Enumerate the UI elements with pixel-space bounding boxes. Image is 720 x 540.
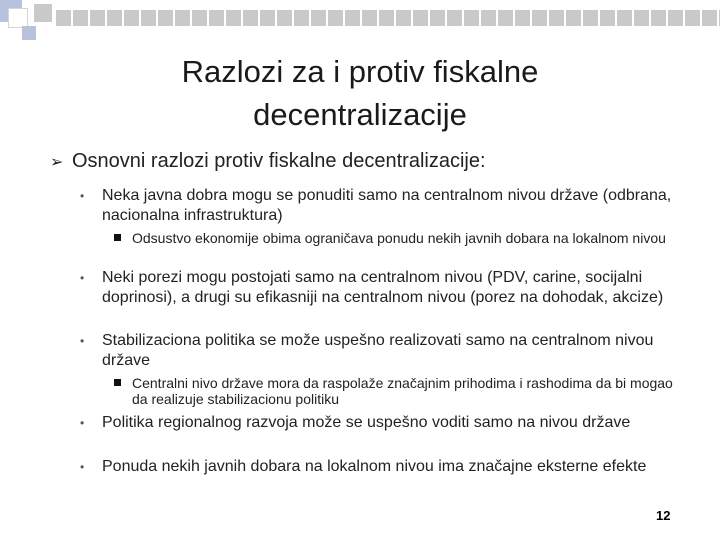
bullet-text: Politika regionalnog razvoja može se uspešno voditi samo na nivou države	[102, 414, 631, 431]
title-line-1: Razlozi za i protiv fiskalne	[181, 54, 539, 89]
bullet-dot-icon: •	[80, 334, 85, 348]
arrow-bullet-icon: ➢	[50, 154, 64, 171]
bullet-text: Neka javna dobra mogu se ponuditi samo na centralnom nivou države (odbrana, nacionalna infrastruktura)	[102, 187, 672, 224]
bullet-text: Ponuda nekih javnih dobara na lokalnom nivou ima značajne eksterne efekte	[102, 458, 647, 475]
bullet-text: Neki porezi mogu postojati samo na centralnom nivou (PDV, carine, socijalni doprinosi), a drugi su efikasniji na centralnom nivou (porez na dohodak, akcize)	[102, 269, 664, 306]
bullet-dot-icon: •	[80, 416, 85, 430]
title-line-2: decentralizacije	[253, 97, 467, 132]
bullet-text: Stabilizaciona politika se može uspešno realizovati samo na centralnom nivou države	[102, 332, 654, 369]
deco-square-gray	[34, 4, 52, 22]
main-point-text: Osnovni razlozi protiv fiskalne decentralizacije:	[72, 150, 486, 172]
deco-square-white	[8, 8, 28, 28]
square-bullet-icon	[114, 234, 121, 241]
bullet-dot-icon: •	[80, 189, 85, 203]
square-bullet-icon	[114, 379, 121, 386]
sub-bullet-text: Centralni nivo države mora da raspolaže značajnim prihodima i rashodima da bi mogao da realizuje stabilizacionu politiku	[132, 375, 673, 407]
slide-title	[100, 50, 620, 136]
bullet-dot-icon: •	[80, 460, 85, 474]
bullet-dot-icon: •	[80, 271, 85, 285]
header-stripe	[56, 10, 720, 26]
page-number: 12	[656, 508, 671, 523]
deco-square-blue-small	[22, 26, 36, 40]
sub-bullet-text: Odsustvo ekonomije obima ograničava ponudu nekih javnih dobara na lokalnom nivou	[132, 230, 666, 246]
